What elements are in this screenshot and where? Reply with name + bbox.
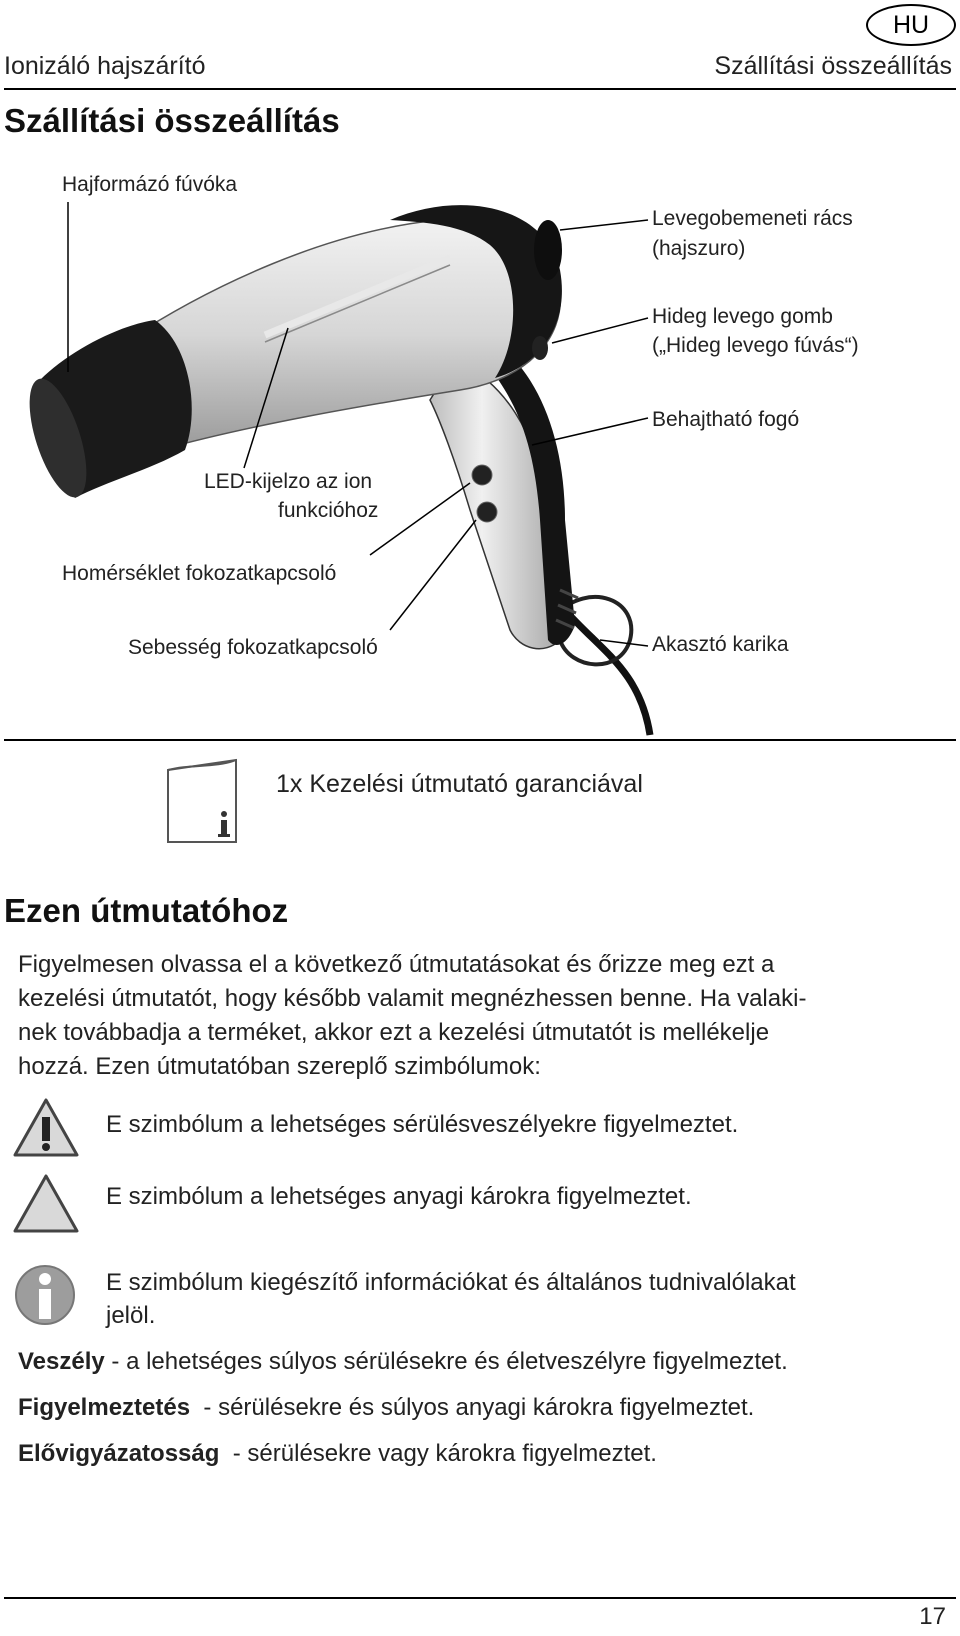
signal-description: - sérülésekre és súlyos anyagi károkra figyelmeztet. bbox=[190, 1394, 755, 1421]
label-nozzle: Hajformázó fúvóka bbox=[62, 173, 238, 196]
paragraph-line: Figyelmesen olvassa el a következő útmutatásokat és őrizze meg ezt a bbox=[18, 951, 775, 978]
section-divider bbox=[4, 739, 956, 741]
speed-switch-shape bbox=[477, 502, 497, 522]
paragraph-line: nek továbbadja a terméket, akkor ezt a kezelési útmutatót is mellékelje bbox=[18, 1019, 770, 1046]
section-title-delivery: Szállítási összeállítás bbox=[4, 102, 340, 139]
signal-word-caution bbox=[18, 1437, 657, 1471]
symbol-injury-text: E szimbólum a lehetséges sérülésveszélyekre figyelmeztet. bbox=[106, 1111, 739, 1138]
air-inlet bbox=[534, 220, 562, 280]
power-cord bbox=[565, 610, 650, 735]
language-badge bbox=[866, 4, 956, 46]
label-led-2: funkcióhoz bbox=[278, 499, 379, 522]
language-badge-text: HU bbox=[892, 10, 930, 39]
label-hanging-loop: Akasztó karika bbox=[652, 633, 789, 656]
label-cold-button-1: Hideg levego gomb bbox=[652, 305, 833, 328]
signal-term: Figyelmeztetés bbox=[18, 1394, 191, 1421]
paragraph-line: kezelési útmutatót, hogy később valamit megnézhessen benne. Ha valaki- bbox=[18, 985, 807, 1012]
temp-switch-shape bbox=[472, 465, 492, 485]
symbol-info-text-2: jelöl. bbox=[106, 1302, 156, 1329]
label-speed-switch: Sebesség fokozatkapcsoló bbox=[128, 636, 378, 659]
manual-item-text: 1x Kezelési útmutató garanciával bbox=[276, 770, 643, 798]
info-icon bbox=[14, 1264, 76, 1326]
label-temp-switch: Homérséklet fokozatkapcsoló bbox=[62, 562, 337, 585]
section-title-about: Ezen útmutatóhoz bbox=[4, 892, 289, 929]
label-air-inlet-1: Levegobemeneti rács bbox=[652, 207, 853, 230]
label-cold-button-2: („Hideg levego fúvás“) bbox=[652, 334, 859, 357]
header-left-title: Ionizáló hajszárító bbox=[4, 52, 206, 80]
signal-term: Veszély bbox=[18, 1348, 105, 1375]
label-foldable-handle: Behajtható fogó bbox=[652, 408, 800, 431]
label-led-1: LED-kijelzo az ion bbox=[204, 470, 373, 493]
signal-word-warning bbox=[18, 1391, 754, 1425]
symbol-material-text: E szimbólum a lehetséges anyagi károkra figyelmeztet. bbox=[106, 1183, 692, 1210]
warning-exclamation-icon bbox=[12, 1097, 80, 1159]
paragraph-line: hozzá. Ezen útmutatóban szereplő szimbólumok: bbox=[18, 1053, 541, 1080]
symbol-info-text-1: E szimbólum kiegészítő információkat és általános tudnivalólakat bbox=[106, 1269, 796, 1296]
signal-term: Elővigyázatosság bbox=[18, 1440, 220, 1467]
manual-booklet-icon bbox=[160, 756, 244, 848]
cold-button-shape bbox=[532, 336, 548, 360]
footer-divider bbox=[4, 1597, 956, 1599]
signal-description: - a lehetséges súlyos sérülésekre és életveszélyre figyelmeztet. bbox=[104, 1348, 788, 1375]
signal-description: - sérülésekre vagy károkra figyelmeztet. bbox=[219, 1440, 657, 1467]
about-paragraph bbox=[18, 948, 806, 1084]
page-number: 17 bbox=[919, 1603, 946, 1630]
header-right-title: Szállítási összeállítás bbox=[714, 52, 952, 80]
header-divider bbox=[4, 88, 956, 90]
label-air-inlet-2: (hajszuro) bbox=[652, 237, 746, 260]
signal-word-danger bbox=[18, 1345, 788, 1379]
warning-blank-icon bbox=[12, 1173, 80, 1235]
